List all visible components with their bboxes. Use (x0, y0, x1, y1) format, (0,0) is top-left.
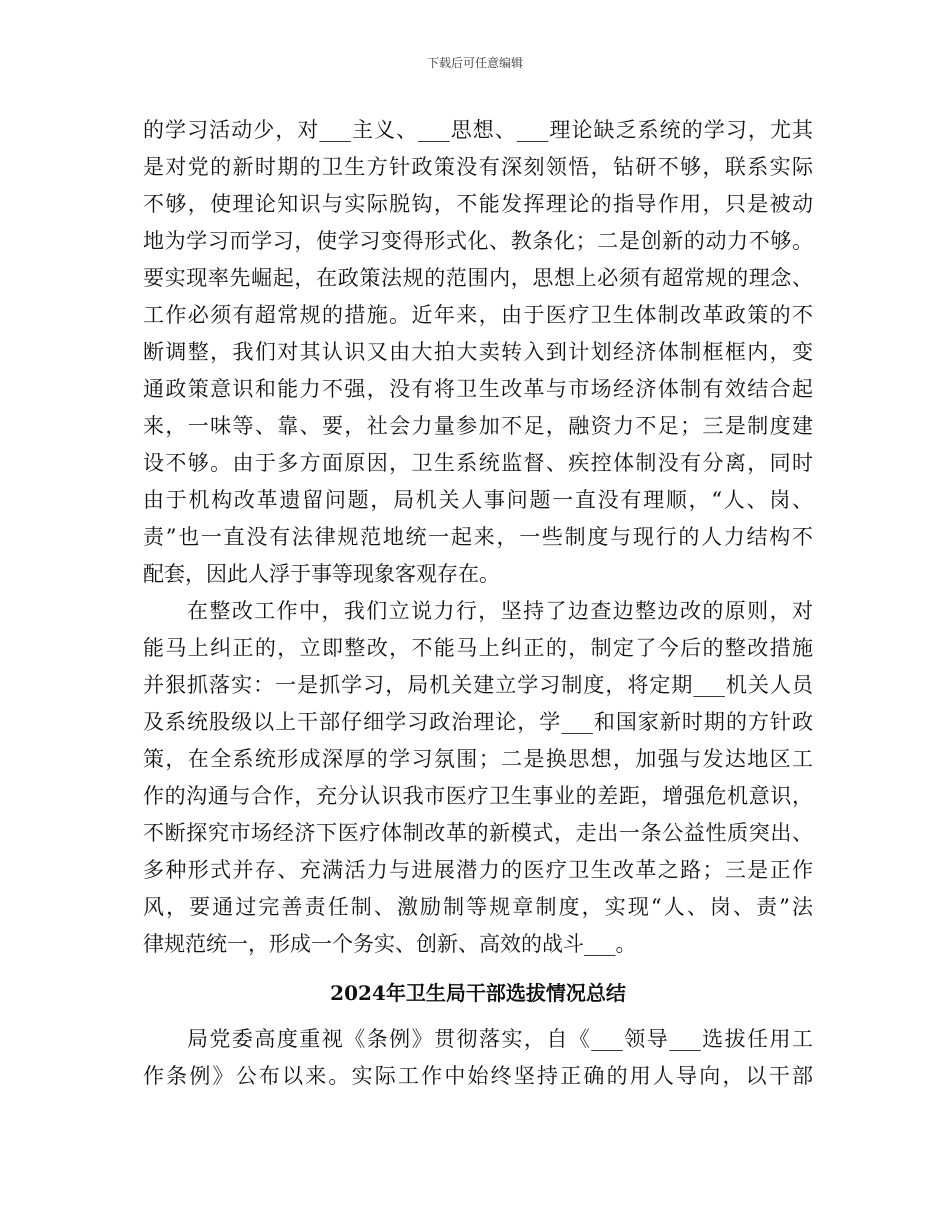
text-line: 能马上纠正的，立即整改，不能马上纠正的，制定了今后的整改措施 (143, 636, 813, 660)
document-page (143, 112, 813, 1095)
text-line: 通政策意识和能力不强，没有将卫生改革与市场经济体制有效结合起 (143, 377, 813, 401)
text-line: 责”也一直没有法律规范地统一起来，一些制度与现行的人力结构不 (143, 525, 813, 549)
text-line: 律规范统一，形成一个务实、创新、高效的战斗___。 (143, 932, 637, 956)
text-line: 配套，因此人浮于事等现象客观存在。 (143, 562, 500, 586)
text-line: 要实现率先崛起，在政策法规的范围内，思想上必须有超常规的理念、 (143, 266, 813, 290)
text-line: 设不够。由于多方面原因，卫生系统监督、疾控体制没有分离，同时 (143, 451, 813, 475)
text-line: 是对党的新时期的卫生方针政策没有深刻领悟，钻研不够，联系实际 (143, 155, 813, 179)
text-line: 风，要通过完善责任制、激励制等规章制度，实现“人、岗、责”法 (143, 895, 813, 919)
paragraph-2 (143, 593, 813, 963)
text-line: 作的沟通与合作，充分认识我市医疗卫生事业的差距，增强危机意识， (143, 784, 813, 808)
text-line: 不断探究市场经济下医疗体制改革的新模式，走出一条公益性质突出、 (143, 821, 813, 845)
text-line: 地为学习而学习，使学习变得形式化、教条化；二是创新的动力不够。 (143, 229, 813, 253)
text-line: 在整改工作中，我们立说力行，坚持了边查边整边改的原则，对 (187, 599, 813, 623)
text-line: 断调整，我们对其认识又由大拍大卖转入到计划经济体制框框内，变 (143, 340, 813, 364)
text-line: 由于机构改革遗留问题，局机关人事问题一直没有理顺，“人、岗、 (143, 488, 813, 512)
text-line: 工作必须有超常规的措施。近年来，由于医疗卫生体制改革政策的不 (143, 303, 813, 327)
text-line: 策，在全系统形成深厚的学习氛围；二是换思想，加强与发达地区工 (143, 747, 813, 771)
text-line: 来，一味等、靠、要，社会力量参加不足，融资力不足；三是制度建 (143, 414, 813, 438)
text-line: 及系统股级以上干部仔细学习政治理论，学___和国家新时期的方针政 (143, 710, 813, 734)
paragraph-3 (143, 1021, 813, 1095)
text-line: 并狠抓落实：一是抓学习，局机关建立学习制度，将定期___机关人员 (143, 673, 813, 697)
section-heading: 2024年卫生局干部选拔情况总结 (330, 981, 626, 1005)
text-line: 多种形式并存、充满活力与进展潜力的医疗卫生改革之路；三是正作 (143, 858, 813, 882)
text-line: 不够，使理论知识与实际脱钩，不能发挥理论的指导作用，只是被动 (143, 192, 813, 216)
text-line: 局党委高度重视《条例》贯彻落实，自《___领导___选拔任用工 (187, 1027, 813, 1051)
text-line: 作条例》公布以来。实际工作中始终坚持正确的用人导向，以干部 (143, 1064, 813, 1088)
paragraph-1 (143, 112, 813, 593)
header-note: 下载后可任意编辑 (426, 56, 523, 70)
text-line: 的学习活动少，对___主义、___思想、___理论缺乏系统的学习，尤其 (143, 118, 813, 142)
